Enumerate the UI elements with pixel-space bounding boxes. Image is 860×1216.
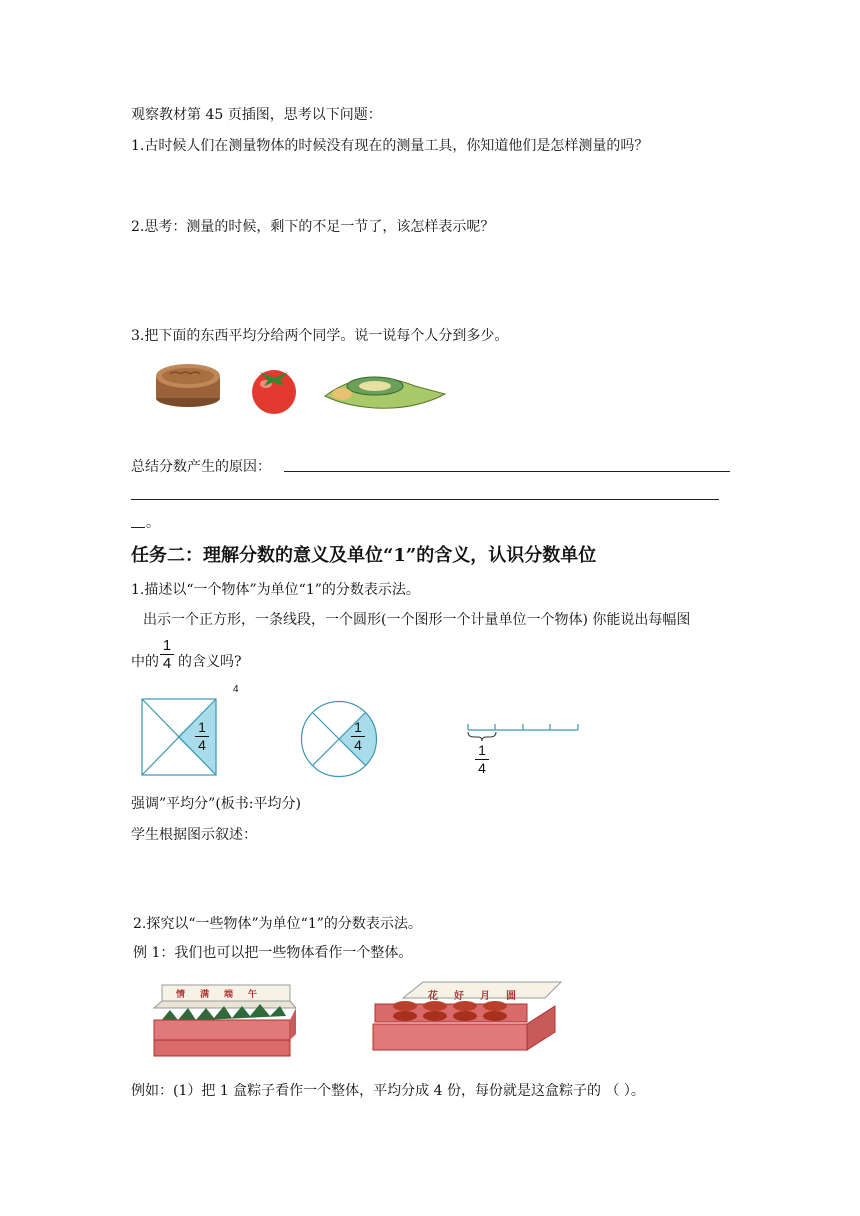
example-question: 例如：(1）把 1 盒粽子看作一个整体，平均分成 4 份，每份就是这盒粽子的 （ ）。: [131, 1083, 645, 1099]
zongzi-box-label: 情满端午: [176, 990, 273, 1000]
intro-text: 观察教材第 45 页插图，思考以下问题：: [131, 107, 382, 123]
answer-line-3[interactable]: [131, 527, 145, 528]
part-1-description: 出示一个正方形，一条线段，一个圆形(一个图形一个计量单位一个物体) 你能说出每幅图: [143, 612, 691, 628]
question-2: 2.思考：测量的时候，剩下的不足一节了，该怎样表示呢？: [131, 219, 495, 235]
segment-fraction-label: 1 4: [475, 743, 489, 776]
stray-mark: 4: [233, 684, 239, 695]
emphasis-text: 强调”平均分”(板书:平均分): [131, 796, 301, 812]
example-1-text: 例 1：我们也可以把一些物体看作一个整体。: [133, 945, 413, 961]
part-1-desc-suffix: 的含义吗?: [178, 654, 242, 670]
square-fraction-label: 1 4: [195, 720, 209, 753]
question-1: 1.古时候人们在测量物体的时候没有现在的测量工具，你知道他们是怎样测量的吗？: [131, 138, 649, 154]
circle-fraction-label: 1 4: [351, 720, 365, 753]
inline-fraction: 1 4: [160, 638, 174, 671]
mooncake-image: [156, 364, 220, 407]
tomato-image: [252, 370, 296, 414]
mooncake-box-label: 花好月圆: [428, 991, 532, 1002]
food-illustrations: [150, 356, 460, 416]
answer-line-1[interactable]: [284, 471, 730, 472]
answer-line-2[interactable]: [131, 499, 719, 500]
summary-end: 。: [146, 515, 160, 531]
part-2-title: 2.探究以“一些物体”为单位“1”的分数表示法。: [133, 916, 422, 932]
question-3: 3.把下面的东西平均分给两个同学。说一说每个人分到多少。: [131, 328, 509, 344]
students-text: 学生根据图示叙述：: [131, 827, 257, 843]
part-1-title: 1.描述以“一个物体”为单位“1”的分数表示法。: [131, 582, 420, 598]
rice-dumpling-image: [325, 377, 445, 408]
summary-label: 总结分数产生的原因：: [131, 459, 271, 475]
part-1-desc-prefix: 中的: [131, 654, 159, 670]
circle-figure: [298, 698, 380, 780]
task2-heading: 任务二：理解分数的意义及单位“1”的含义，认识分数单位: [131, 545, 597, 566]
